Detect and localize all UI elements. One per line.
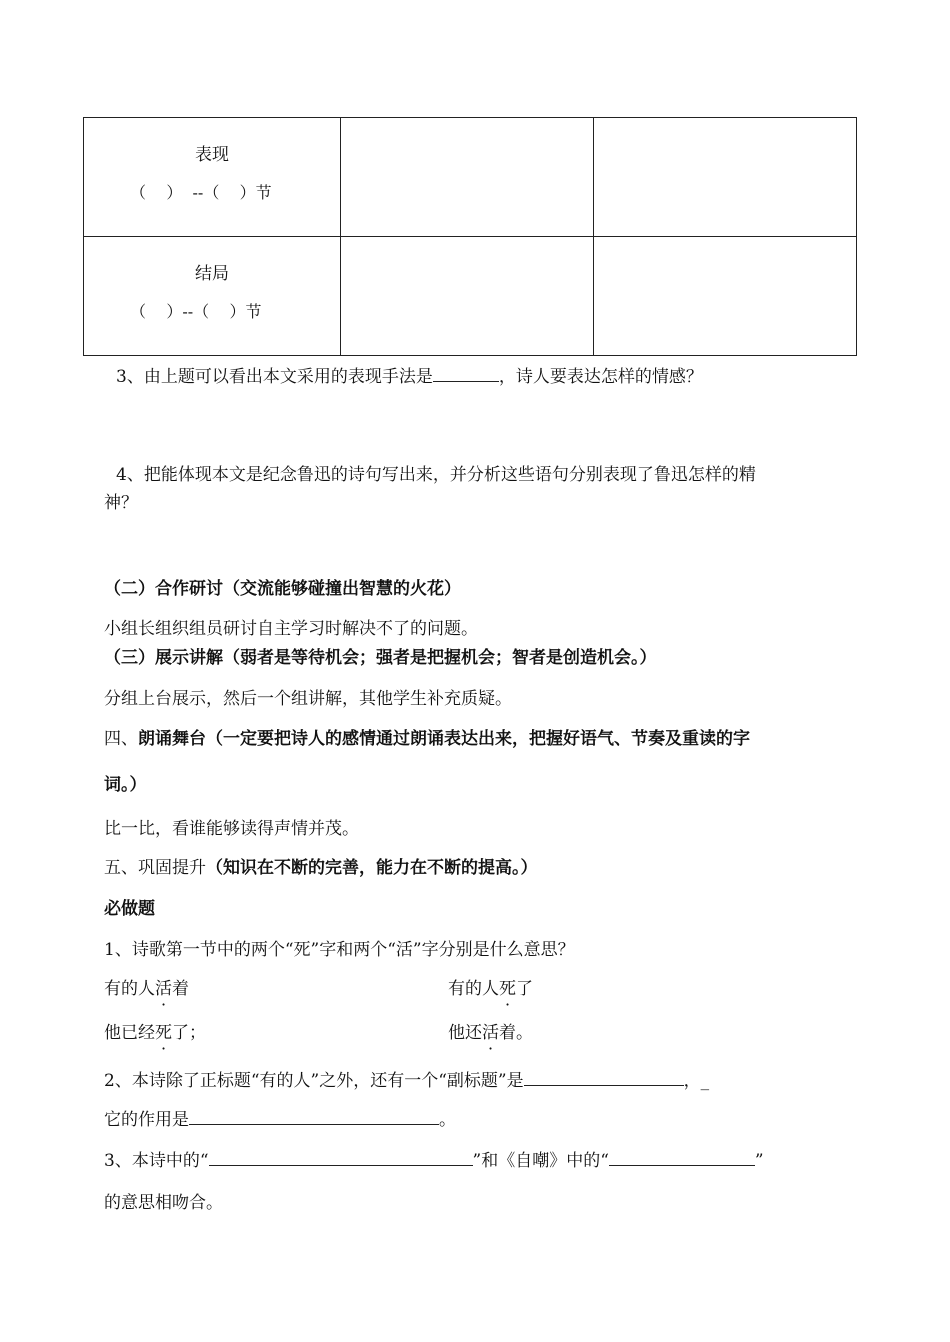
exercise-1-question: 1、诗歌第一节中的两个“死”字和两个“活”字分别是什么意思？: [104, 940, 575, 960]
section-4-title-cont: 词。）: [104, 775, 147, 795]
table-cell-answer[interactable]: [594, 237, 857, 356]
answer-blank[interactable]: [433, 363, 499, 382]
section-2-body: 小组长组织组员研讨自主学习时解决不了的问题。: [104, 619, 478, 639]
exercise-1-line-b-left: 他已经死了；: [104, 1023, 206, 1043]
required-label: 必做题: [104, 899, 155, 919]
question-4-line2: 神？: [104, 493, 138, 513]
question-4-line1: 4、把能体现本文是纪念鲁迅的诗句写出来，并分析这些语句分别表现了鲁迅怎样的精: [116, 465, 756, 485]
table-row: [84, 118, 857, 237]
exercise-1-line-b-right: 他还活着。: [448, 1023, 533, 1043]
section-2-title: （二）合作研讨（交流能够碰撞出智慧的火花）: [104, 579, 461, 599]
table-cell-label: [84, 237, 341, 356]
row-title: 表现: [195, 145, 229, 165]
section-3-title: （三）展示讲解（弱者是等待机会；强者是把握机会；智者是创造机会。）: [104, 648, 657, 668]
section-3-body: 分组上台展示，然后一个组讲解，其他学生补充质疑。: [104, 689, 512, 709]
section-4-body: 比一比，看谁能够读得声情并茂。: [104, 819, 359, 839]
exercise-1-line-a-right: 有的人死了: [448, 979, 533, 999]
exercise-2-line2: 它的作用是 。: [104, 1105, 456, 1130]
table-cell-answer[interactable]: [341, 237, 594, 356]
section-4-title: 四、朗诵舞台（一定要把诗人的感情通过朗诵表达出来，把握好语气、节奏及重读的字: [104, 729, 750, 749]
answer-blank[interactable]: [209, 1147, 473, 1166]
exercise-3-line2: 的意思相吻合。: [104, 1193, 223, 1213]
question-3: 3、由上题可以看出本文采用的表现手法是 ，诗人要表达怎样的情感？: [116, 362, 703, 387]
table-row: [84, 237, 857, 356]
section-5-title: 五、巩固提升（知识在不断的完善，能力在不断的提高。）: [104, 858, 538, 878]
exercise-1-line-a-left: 有的人活着: [104, 979, 189, 999]
row-range: （ ）--（ ）节: [130, 302, 262, 321]
answer-blank[interactable]: [609, 1147, 755, 1166]
answer-blank[interactable]: [524, 1067, 684, 1086]
exercise-3-line1: 3、本诗中的“ ”和《自嘲》中的“ ”: [104, 1146, 764, 1171]
exercise-2-line1: 2、本诗除了正标题“有的人”之外，还有一个“副标题”是 ，_: [104, 1066, 709, 1091]
row-title: 结局: [195, 264, 229, 284]
answer-blank[interactable]: [189, 1106, 439, 1125]
table-cell-answer[interactable]: [341, 118, 594, 237]
table-cell-label: [84, 118, 341, 237]
analysis-table: [83, 117, 857, 356]
table-cell-answer[interactable]: [594, 118, 857, 237]
row-range: （ ） --（ ）节: [130, 183, 272, 202]
